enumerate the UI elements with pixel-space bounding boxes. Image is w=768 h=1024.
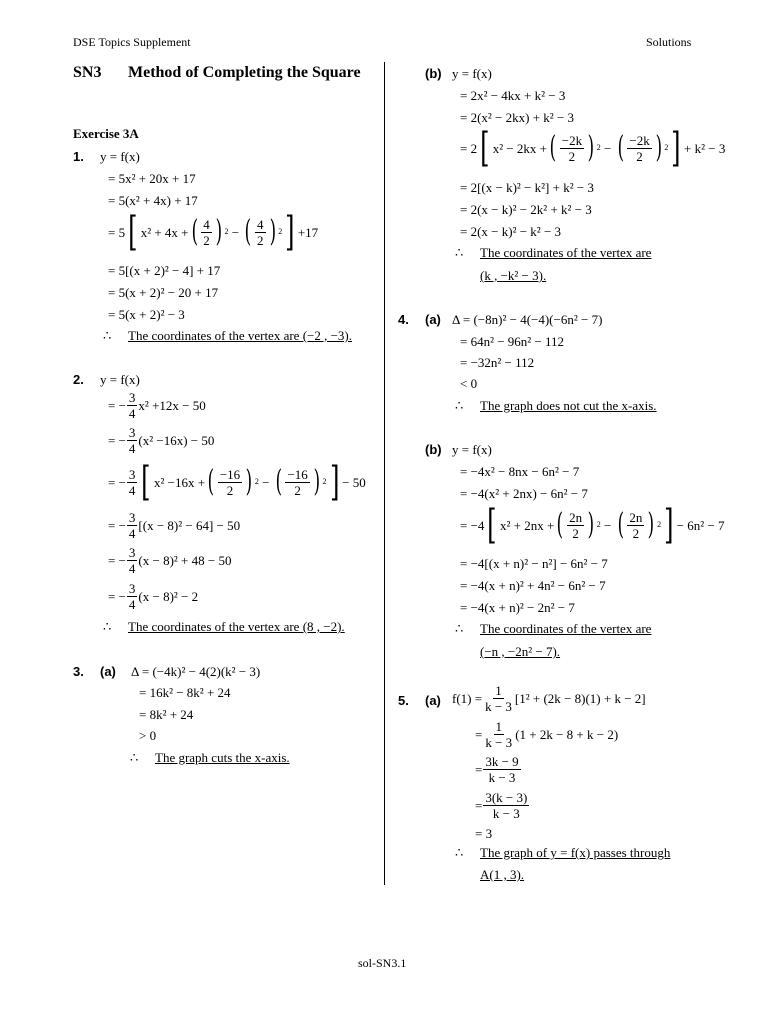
frac-den: k − 3: [488, 770, 516, 785]
frac-den: 2: [572, 525, 579, 541]
q3-line2: = 16k² − 8k² + 24: [139, 685, 231, 700]
q2-l5-tail: [(x − 8)² − 64] − 50: [138, 518, 241, 533]
q5-number: 5.: [398, 693, 409, 708]
q4b-line5: = −4[(x + n)² − n²] − 6n² − 7: [460, 556, 608, 571]
q2-line3: [108, 426, 214, 455]
q5-line1: [452, 684, 646, 713]
q4b-line7: = −4(x + n)² − 2n² − 7: [460, 600, 575, 615]
q4b-conclusion-2: (−n , −2n² − 7).: [480, 644, 561, 659]
q3b-line2: = 2x² − 4kx + k² − 3: [460, 88, 566, 103]
q2-conclusion: The coordinates of the vertex are (8 , −2).: [128, 619, 345, 634]
frac-num: −16: [287, 466, 308, 482]
frac-num: −16: [219, 466, 241, 482]
q3b-part: (b): [425, 66, 442, 81]
frac-num: 4: [203, 216, 210, 232]
q1-line6: = 5(x + 2)² − 20 + 17: [108, 285, 219, 300]
therefore-symbol: ∴: [455, 245, 464, 260]
q3b-conclusion-1: The coordinates of the vertex are: [480, 245, 652, 260]
q3b-line7: = 2(x − k)² − k² − 3: [460, 224, 562, 239]
q4-conclusion: The graph does not cut the x-axis.: [480, 398, 657, 413]
q4b-l4-a: x² + 2nx +: [500, 517, 555, 533]
eq-minus: = −: [108, 433, 126, 448]
q5-part-a: (a): [425, 693, 441, 708]
q5-conclusion-2: A(1 , 3).: [480, 867, 525, 882]
frac-num: 1: [495, 683, 502, 698]
therefore-symbol: ∴: [455, 621, 464, 636]
eq-minus: = −: [108, 589, 126, 604]
eq-minus: = −: [108, 518, 126, 533]
q4b-part: (b): [425, 442, 442, 457]
frac-den: 2: [257, 232, 264, 248]
q4-line4: < 0: [460, 376, 478, 391]
q1-line7: = 5(x + 2)² − 3: [108, 307, 185, 322]
frac-num: −2k: [561, 132, 583, 148]
q3b-l4-pre: = 2: [460, 140, 478, 156]
q1-l4-a: x² + 4x +: [140, 224, 189, 240]
frac-num: 3k − 9: [485, 754, 519, 769]
q4-part-a: (a): [425, 312, 441, 327]
eq-minus: = −: [108, 553, 126, 568]
frac-den: 4: [128, 526, 136, 541]
q2-l6-tail: (x − 8)² + 48 − 50: [138, 553, 232, 568]
frac-num: 3: [128, 390, 136, 405]
q4b-line4: = −4 [ x² + 2nx + ( $\frac{2n}{2}$ ) 2 − ( $\frac{2n}{2}$ ) 2 ] − 6n² − 7: [460, 502, 725, 548]
frac-den: 2: [568, 148, 576, 164]
frac-den: 2: [636, 148, 643, 164]
q2-l4-tail: − 50: [342, 474, 366, 490]
header-right: Solutions: [646, 35, 692, 49]
q5-l1-pre: f(1) =: [452, 691, 483, 706]
eq-minus: = −: [108, 474, 126, 490]
eq-sign: =: [475, 798, 483, 813]
q3b-line5: = 2[(x − k)² − k²] + k² − 3: [460, 180, 594, 195]
q2-line4: = − $\frac{3}{4}$ [ x² −16x + ( $\frac{-16}{2}$ ) 2 − ( $\frac{-16}{2}$ ) 2 ] − 50: [108, 459, 366, 505]
q4-number: 4.: [398, 312, 409, 327]
frac-den: 4: [128, 597, 136, 612]
exercise-heading: Exercise 3A: [73, 126, 139, 141]
q4b-line1: y = f(x): [452, 442, 492, 457]
section-code: SN3: [73, 64, 102, 81]
frac-num: 1: [495, 719, 503, 734]
q2-l7-tail: (x − 8)² − 2: [138, 589, 199, 604]
q5-line5: = 3: [475, 826, 493, 841]
q4b-line2: = −4x² − 8nx − 6n² − 7: [460, 464, 580, 479]
q3-line3: = 8k² + 24: [139, 707, 194, 722]
frac-num: 3: [128, 545, 136, 560]
q4-line3: = −32n² − 112: [460, 355, 535, 370]
q4b-line6: = −4(x + n)² + 4n² − 6n² − 7: [460, 578, 606, 593]
q1-l4-tail: +17: [297, 224, 319, 240]
frac-den: 2: [226, 482, 234, 498]
frac-num: 3(k − 3): [485, 790, 528, 805]
q3b-line1: y = f(x): [452, 66, 492, 81]
frac-num: −2k: [629, 132, 650, 148]
q3b-l4-tail: + k² − 3: [684, 140, 726, 156]
q5-line2: [475, 720, 618, 749]
q1-conclusion: The coordinates of the vertex are (−2 , −3).: [128, 328, 353, 343]
frac-den: 4: [128, 441, 136, 456]
frac-den: 4: [128, 406, 136, 421]
q3b-line4: = 2 [ x² − 2kx + ( $\frac{-2k}{2}$ ) 2 − ( $\frac{-2k}{2}$ ) 2 ] + k² − 3: [460, 125, 726, 171]
q1-line1: y = f(x): [100, 149, 140, 164]
q1-l4-pre: = 5: [108, 224, 126, 240]
q3-part-a: (a): [100, 664, 116, 679]
therefore-symbol: ∴: [103, 328, 112, 343]
q1-number: 1.: [73, 149, 84, 164]
therefore-symbol: ∴: [455, 845, 464, 860]
frac-num: 3: [128, 425, 136, 440]
therefore-symbol: ∴: [103, 619, 112, 634]
column-divider: [384, 62, 385, 885]
q5-line4: [475, 791, 530, 820]
q4b-conclusion-1: The coordinates of the vertex are: [480, 621, 652, 636]
q5-conclusion-1: The graph of y = f(x) passes through: [480, 845, 671, 860]
q2-number: 2.: [73, 372, 84, 387]
eq-sign: =: [475, 727, 483, 742]
q2-l4-a: x² −16x +: [154, 474, 206, 490]
therefore-symbol: ∴: [455, 398, 464, 413]
q3-number: 3.: [73, 664, 84, 679]
therefore-symbol: ∴: [130, 750, 139, 765]
frac-num: 3: [128, 466, 136, 482]
frac-den: 4: [128, 561, 136, 576]
frac-den: k − 3: [492, 806, 520, 821]
q3b-l4-a: x² − 2kx +: [492, 140, 548, 156]
eq-sign: =: [475, 762, 483, 777]
frac-den: k − 3: [485, 699, 512, 714]
frac-den: 4: [128, 482, 136, 498]
q2-line1: y = f(x): [100, 372, 140, 387]
q3-line4: > 0: [139, 728, 157, 743]
q1-line3: = 5(x² + 4x) + 17: [108, 193, 198, 208]
frac-num: 4: [257, 216, 264, 232]
q4-line2: = 64n² − 96n² − 112: [460, 334, 565, 349]
q2-line2: [108, 391, 206, 420]
q4b-l4-tail: − 6n² − 7: [676, 517, 725, 533]
q2-line5: [108, 511, 240, 540]
frac-num: 2n: [629, 509, 643, 525]
page-title: Method of Completing the Square: [128, 64, 361, 81]
q2-line6: [108, 546, 231, 575]
q1-line5: = 5[(x + 2)² − 4] + 17: [108, 263, 221, 278]
frac-den: 2: [203, 232, 210, 248]
header-left: DSE Topics Supplement: [73, 35, 191, 49]
frac-den: 2: [294, 482, 301, 498]
q3b-line3: = 2(x² − 2kx) + k² − 3: [460, 110, 575, 125]
q4b-l4-pre: = −4: [460, 517, 485, 533]
q3-conclusion: The graph cuts the x-axis.: [155, 750, 290, 765]
q3b-line6: = 2(x − k)² − 2k² + k² − 3: [460, 202, 592, 217]
q4-line1: Δ = (−8n)² − 4(−4)(−6n² − 7): [452, 312, 603, 327]
page-footer: sol-SN3.1: [358, 956, 407, 970]
q5-l1-tail: [1² + (2k − 8)(1) + k − 2]: [514, 691, 646, 706]
q1-line2: = 5x² + 20x + 17: [108, 171, 196, 186]
q5-line3: [475, 755, 522, 784]
q2-l2-tail: x² +12x − 50: [138, 398, 206, 413]
q2-l3-tail: (x² −16x) − 50: [138, 433, 215, 448]
q4b-line3: = −4(x² + 2nx) − 6n² − 7: [460, 486, 588, 501]
frac-den: 2: [632, 525, 640, 541]
q3-line1: Δ = (−4k)² − 4(2)(k² − 3): [131, 664, 261, 679]
frac-den: k − 3: [485, 735, 513, 750]
frac-num: 3: [128, 510, 136, 525]
frac-num: 2n: [569, 509, 583, 525]
q1-line4: = 5 [ x² + 4x + ( $\frac{4}{2}$ ) 2 − ( $\frac{4}{2}$ ) 2 ] +17: [108, 209, 319, 255]
q5-l2-tail: (1 + 2k − 8 + k − 2): [515, 727, 619, 742]
frac-num: 3: [128, 581, 136, 596]
q2-line7: [108, 582, 198, 611]
q3b-conclusion-2: (k , −k² − 3).: [480, 268, 547, 283]
eq-minus: = −: [108, 398, 126, 413]
